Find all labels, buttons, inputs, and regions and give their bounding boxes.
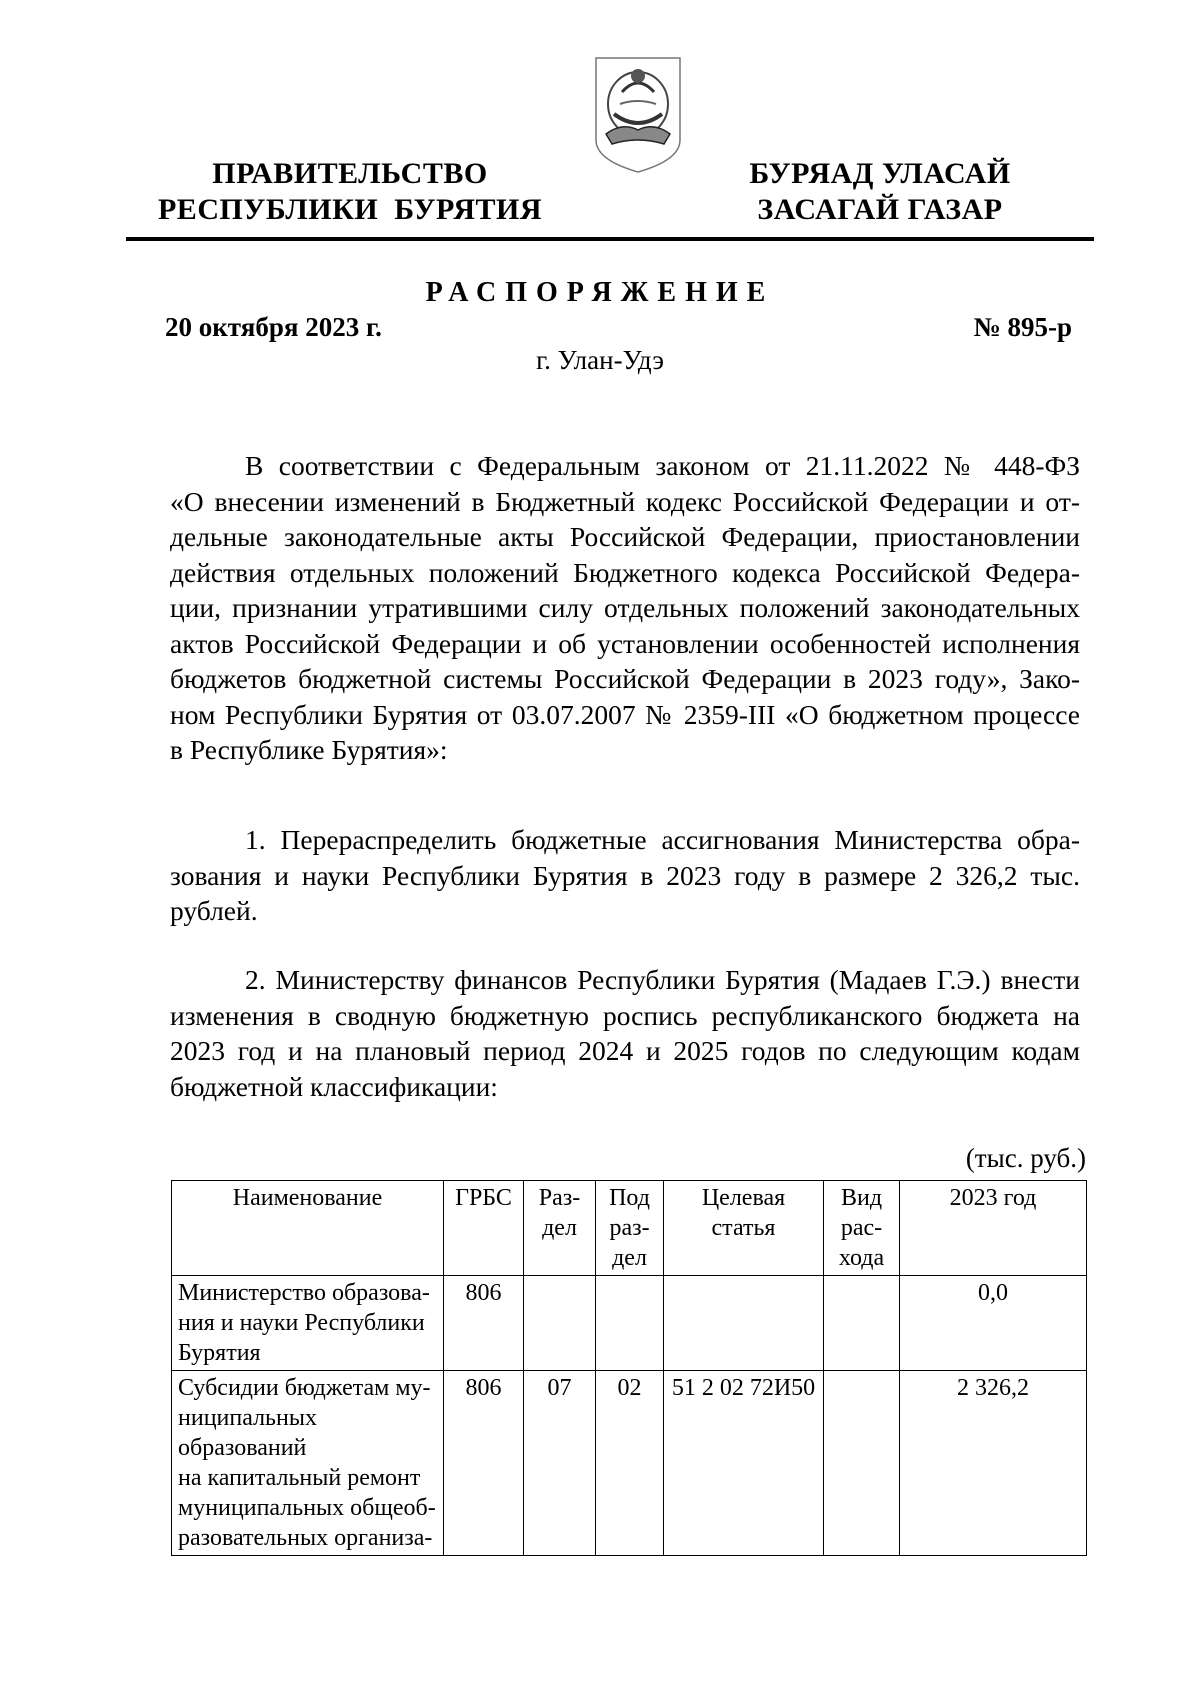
header-grbs: ГРБС <box>444 1181 524 1276</box>
cell-razdel: 07 <box>524 1371 596 1556</box>
cell-name: Субсидии бюджетам му- ниципальных образований на капитальный ремонт муниципальных общеоб- разовательных организа- <box>172 1371 444 1556</box>
document-number: № 895-р <box>973 312 1072 342</box>
text-line: В соответствии с Федеральным законом от 21.11.2022 № 448-ФЗ <box>245 450 1080 481</box>
table-row <box>172 1371 1087 1556</box>
header-name: Наименование <box>172 1181 444 1276</box>
header-razdel: Раз- дел <box>524 1181 596 1276</box>
table-header-row <box>172 1181 1087 1276</box>
text-line: 2. Министерству финансов Республики Бурятия (Мадаев Г.Э.) внести <box>245 964 1080 995</box>
document-title: РАСПОРЯЖЕНИЕ <box>425 277 775 308</box>
cell-podrazdel <box>596 1276 664 1371</box>
header-vid: Вид рас- хода <box>824 1181 900 1276</box>
text-line: 2023 год и на плановый период 2024 и 2025 годов по следующим кодам <box>170 1035 1080 1066</box>
document-city: г. Улан-Удэ <box>536 345 664 375</box>
cell-podrazdel: 02 <box>596 1371 664 1556</box>
cell-razdel <box>524 1276 596 1371</box>
cell-amount: 0,0 <box>900 1276 1087 1371</box>
cell-amount: 2 326,2 <box>900 1371 1087 1556</box>
text-line: ции, признании утратившими силу отдельных положений законодательных <box>170 592 1080 623</box>
header-podrazdel: Под раз- дел <box>596 1181 664 1276</box>
header-year: 2023 год <box>900 1181 1087 1276</box>
table-row <box>172 1276 1087 1371</box>
text-line: ном Республики Бурятия от 03.07.2007 № 2359-III «О бюджетном процессе <box>170 698 1080 730</box>
coat-of-arms-emblem <box>592 52 684 176</box>
header-right-line2: ЗАСАГАЙ ГАЗАР <box>757 193 1003 226</box>
budget-table <box>171 1180 1087 1556</box>
header-divider <box>126 237 1094 241</box>
item-1-paragraph <box>170 822 1080 929</box>
header-right-line1: БУРЯАД УЛАСАЙ <box>749 157 1011 190</box>
header-left-line2: РЕСПУБЛИКИ БУРЯТИЯ <box>157 193 543 226</box>
cell-name: Министерство образова- ния и науки Республики Бурятия <box>172 1276 444 1371</box>
header-target: Целевая статья <box>664 1181 824 1276</box>
header-left-line1: ПРАВИТЕЛЬСТВО <box>212 157 488 190</box>
text-line: рублей. <box>170 895 258 926</box>
header-left <box>150 156 550 228</box>
text-line: в Республике Бурятия»: <box>170 734 448 765</box>
text-line: бюджетной классификации: <box>170 1070 498 1102</box>
cell-grbs: 806 <box>444 1276 524 1371</box>
text-line: изменения в сводную бюджетную роспись республиканского бюджета на <box>170 999 1080 1031</box>
header-right <box>700 156 1060 228</box>
cell-vid <box>824 1371 900 1556</box>
document-date: 20 октября 2023 г. <box>165 312 382 342</box>
text-line: зования и науки Республики Бурятия в 2023 году в размере 2 326,2 тыс. <box>170 859 1080 891</box>
text-line: 1. Перераспределить бюджетные ассигнования Министерства обра- <box>245 824 1080 855</box>
item-2-paragraph <box>170 962 1080 1104</box>
text-line: актов Российской Федерации и об установлении особенностей исполнения <box>170 627 1080 659</box>
text-line: действия отдельных положений Бюджетного кодекса Российской Федера- <box>170 556 1080 588</box>
text-line: дельные законодательные акты Российской Федерации, приостановлении <box>170 521 1080 552</box>
cell-target <box>664 1276 824 1371</box>
cell-vid <box>824 1276 900 1371</box>
table-unit-label: (тыс. руб.) <box>965 1143 1086 1173</box>
text-line: бюджетов бюджетной системы Российской Федерации в 2023 году», Зако- <box>170 663 1080 694</box>
cell-target: 51 2 02 72И50 <box>664 1371 824 1556</box>
cell-grbs: 806 <box>444 1371 524 1556</box>
text-line: «О внесении изменений в Бюджетный кодекс Российской Федерации и от- <box>170 485 1080 517</box>
preamble-paragraph <box>170 448 1080 768</box>
